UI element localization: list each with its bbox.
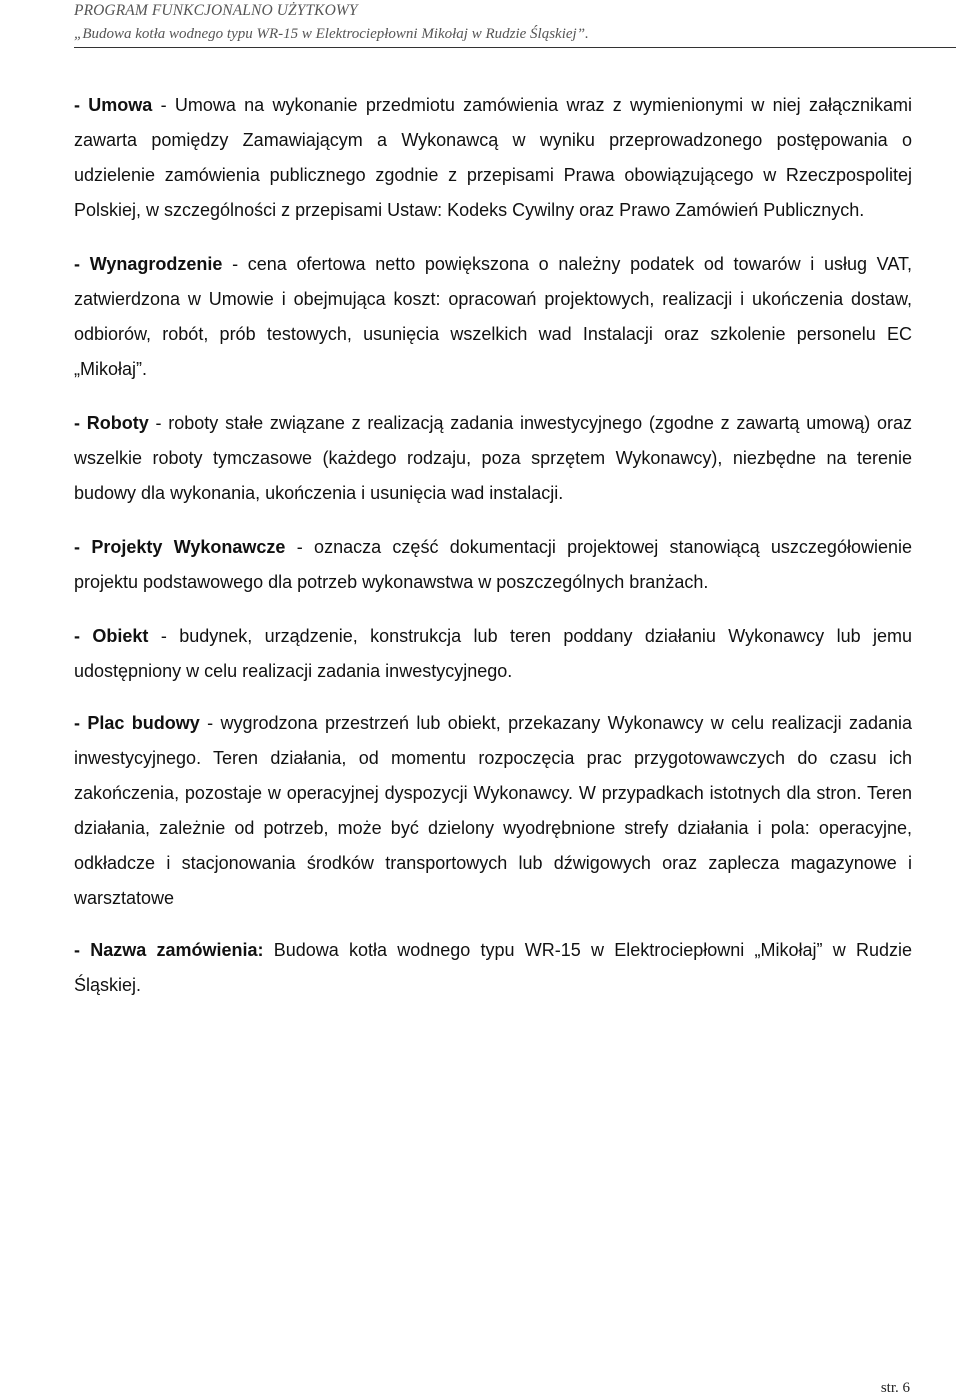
definition-obiekt — [74, 619, 912, 689]
definition-term: - Projekty Wykonawcze — [74, 537, 286, 557]
program-title: PROGRAM FUNKCJONALNO UŻYTKOWY — [74, 2, 358, 19]
definition-term: - Nazwa zamówienia: — [74, 940, 264, 960]
definition-roboty — [74, 406, 912, 511]
definition-term: - Plac budowy — [74, 713, 200, 733]
definition-text: - cena ofertowa netto powiększona o należny podatek od towarów i usług VAT, zatwierdzona w Umowie i obejmująca koszt: opracowań projektowych, realizacji i ukończenia dostaw, odbiorów, robót, prób testowych, usunięcia wszelkich wad Instalacji oraz szkolenie personelu EC „Mikołaj”. — [74, 254, 912, 379]
definition-text: - Umowa na wykonanie przedmiotu zamówienia wraz z wymienionymi w niej załącznikami zawarta pomiędzy Zamawiającym a Wykonawcą w wyniku przeprowadzonego postępowania o udzielenie zamówienia publicznego zgodnie z przepisami Prawa obowiązującego w Rzeczpospolitej Polskiej, w szczególności z przepisami Ustaw: Kodeks Cywilny oraz Prawo Zamówień Publicznych. — [74, 95, 912, 220]
definition-term: - Obiekt — [74, 626, 149, 646]
page-number: str. 6 — [880, 1380, 910, 1396]
definition-wynagrodzenie — [74, 247, 912, 387]
definition-umowa — [74, 88, 912, 228]
definition-text: Budowa kotła wodnego typu WR-15 w Elektrociepłowni „Mikołaj” w Rudzie Śląskiej. — [74, 940, 913, 995]
definition-text: - oznacza część dokumentacji projektowej stanowiącą uszczegółowienie projektu podstawowego dla potrzeb wykonawstwa w poszczególnych branżach. — [74, 537, 912, 592]
document-body — [74, 88, 912, 1022]
definition-plac-budowy — [74, 706, 912, 916]
definition-text: - wygrodzona przestrzeń lub obiekt, przekazany Wykonawcy w celu realizacji zadania inwestycyjnego. Teren działania, od momentu rozpoczęcia prac przygotowawczych do czasu ich zakończenia, pozostaje w operacyjnej dyspozycji Wykonawcy. W przypadkach istotnych dla stron. Teren działania, zależnie od potrzeb, może być dzielony wyodrębnione strefy działania i pola: operacyjne, odkładcze i stacjonowania środków transportowych lub dźwigowych oraz zaplecza magazynowe i warsztatowe — [74, 713, 913, 908]
definition-nazwa-zamowienia — [74, 933, 912, 1003]
definition-term: - Umowa — [74, 95, 153, 115]
definition-text: - roboty stałe związane z realizacją zadania inwestycyjnego (zgodne z zawartą umową) oraz wszelkie roboty tymczasowe (każdego rodzaju, poza sprzętem Wykonawcy), niezbędne na terenie budowy dla wykonania, ukończenia i usunięcia wad instalacji. — [74, 413, 913, 503]
definition-term: - Wynagrodzenie — [74, 254, 223, 274]
page-header — [74, 2, 914, 45]
definition-term: - Roboty — [74, 413, 149, 433]
definition-projekty-wykonawcze — [74, 530, 912, 600]
definition-text: - budynek, urządzenie, konstrukcja lub teren poddany działaniu Wykonawcy lub jemu udostępniony w celu realizacji zadania inwestycyjnego. — [74, 626, 913, 681]
header-divider — [74, 47, 956, 48]
project-subtitle: „Budowa kotła wodnego typu WR-15 w Elektrociepłowni Mikołaj w Rudzie Śląskiej”. — [74, 26, 589, 42]
